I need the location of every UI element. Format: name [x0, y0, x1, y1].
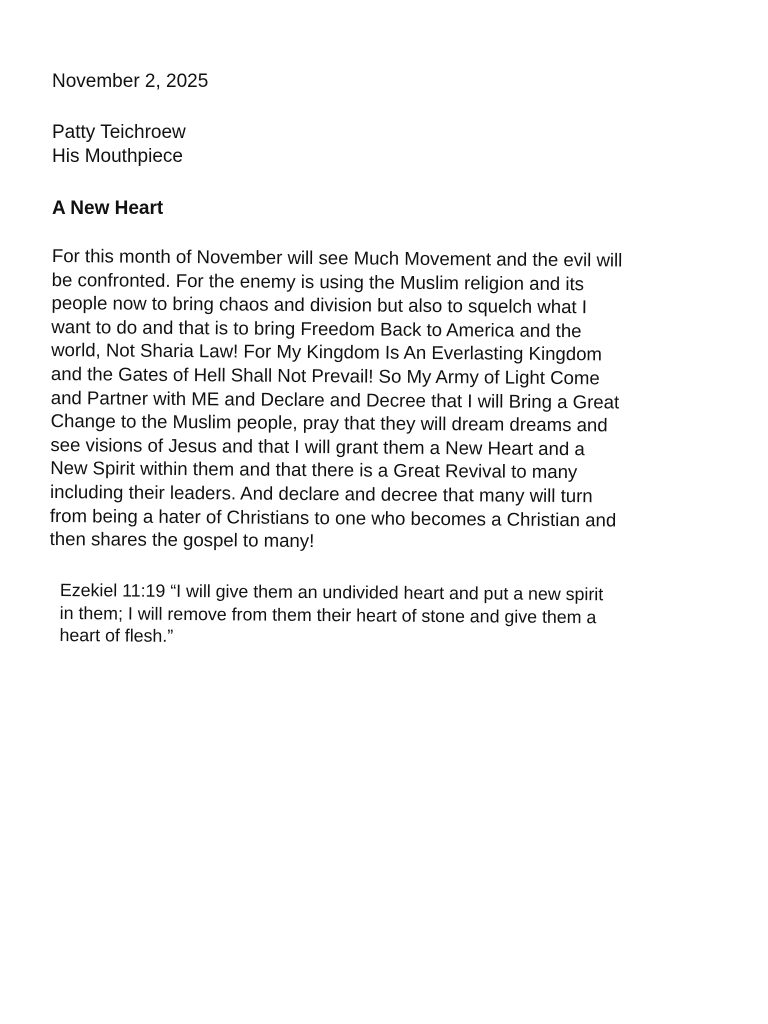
- scripture-line: Ezekiel 11:19 “I will give them an undivided heart and put a new spirit: [59, 579, 604, 605]
- message-body: [50, 244, 732, 556]
- author-title: His Mouthpiece: [52, 146, 183, 167]
- scripture-line: heart of flesh.”: [59, 624, 174, 646]
- body-line: Change to the Muslim people, pray that they will dream dreams and: [50, 410, 608, 436]
- author-block: [52, 121, 186, 169]
- scripture-line: in them; I will remove from them their heart of stone and give them a: [59, 602, 597, 627]
- body-line: including their leaders. And declare and decree that many will turn: [49, 480, 593, 507]
- body-line: want to do and that is to bring Freedom Back to America and the: [51, 315, 582, 341]
- body-line: For this month of November will see Much Movement and the evil will: [51, 244, 623, 271]
- letter-date: November 2, 2025: [52, 71, 209, 92]
- body-line: see visions of Jesus and that I will grant them a New Heart and a: [50, 433, 585, 459]
- author-name: Patty Teichroew: [52, 122, 186, 143]
- scripture-quote: [59, 579, 700, 652]
- document-title: A New Heart: [52, 198, 164, 219]
- body-line: be confronted. For the enemy is using the Muslim religion and its: [51, 268, 585, 294]
- body-line: and Partner with ME and Declare and Decree that I will Bring a Great: [50, 386, 620, 413]
- body-line: New Spirit within them and that there is a Great Revival to many: [50, 457, 578, 483]
- body-line: then shares the gospel to many!: [49, 528, 315, 552]
- body-line: from being a hater of Christians to one who becomes a Christian and: [49, 504, 617, 530]
- body-line: people now to bring chaos and division but also to squelch what I: [51, 292, 588, 318]
- body-line: world, Not Sharia Law! For My Kingdom Is An Everlasting Kingdom: [51, 339, 603, 365]
- body-line: and the Gates of Hell Shall Not Prevail! So My Army of Light Come: [50, 362, 600, 389]
